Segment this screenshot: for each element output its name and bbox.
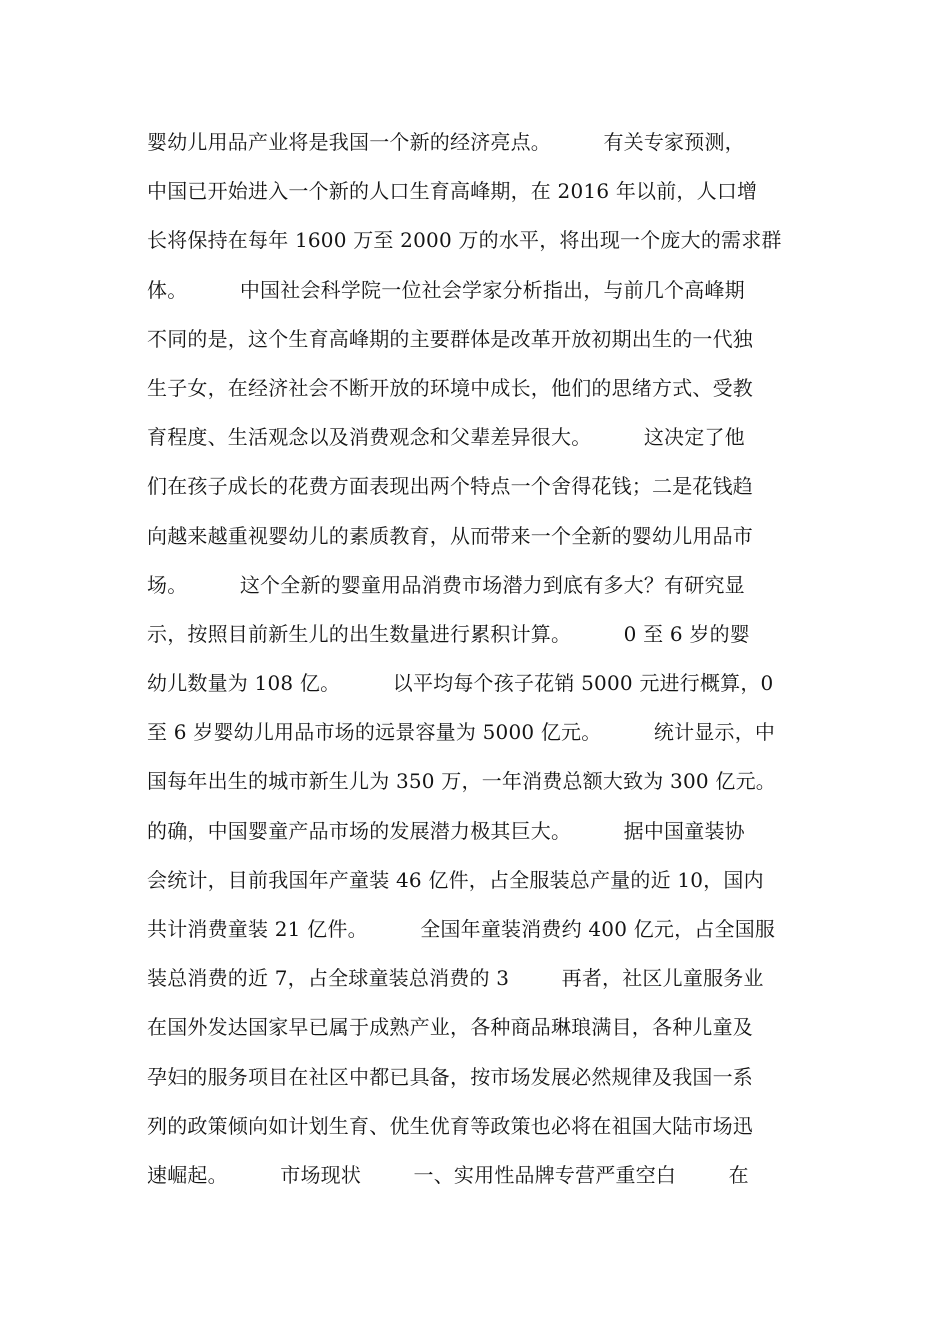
text-line: 中国已开始进入一个新的人口生育高峰期，在 2016 年以前，人口增 (147, 179, 758, 204)
text-line: 婴幼儿用品产业将是我国一个新的经济亮点。 有关专家预测， (147, 130, 745, 154)
text-line: 至 6 岁婴幼儿用品市场的远景容量为 5000 亿元。 统计显示，中 (147, 720, 776, 745)
text-line: 装总消费的近 7，占全球童装总消费的 3 再者，社区儿童服务业 (147, 966, 764, 991)
text-line: 长将保持在每年 1600 万至 2000 万的水平，将出现一个庞大的需求群 (147, 228, 782, 253)
text-line: 速崛起。 市场现状 一、实用性品牌专营严重空白 在 (147, 1162, 749, 1187)
text-line: 体。 中国社会科学院一位社会学家分析指出，与前几个高峰期 (147, 277, 745, 302)
text-line: 幼儿数量为 108 亿。 以平均每个孩子花销 5000 元进行概算，0 (147, 671, 774, 696)
text-line: 向越来越重视婴幼儿的素质教育，从而带来一个全新的婴幼儿用品市 (147, 523, 753, 548)
text-line: 示，按照目前新生儿的出生数量进行累积计算。 0 至 6 岁的婴 (147, 621, 750, 646)
text-line: 共计消费童装 21 亿件。 全国年童装消费约 400 亿元，占全国服 (147, 917, 776, 941)
text-line: 育程度、生活观念以及消费观念和父辈差异很大。 这决定了他 (147, 425, 745, 450)
text-line: 孕妇的服务项目在社区中都已具备，按市场发展必然规律及我国一系 (147, 1064, 753, 1089)
text-line: 国每年出生的城市新生儿为 350 万，一年消费总额大致为 300 亿元。 (147, 769, 776, 794)
text-line: 们在孩子成长的花费方面表现出两个特点一个舍得花钱；二是花钱趋 (147, 474, 753, 499)
text-line: 在国外发达国家早已属于成熟产业，各种商品琳琅满目，各种儿童及 (147, 1015, 753, 1040)
text-line: 的确，中国婴童产品市场的发展潜力极其巨大。 据中国童装协 (147, 818, 745, 843)
text-line: 会统计，目前我国年产童装 46 亿件，占全服装总产量的近 10，国内 (147, 867, 764, 892)
text-line: 生子女，在经济社会不断开放的环境中成长，他们的思绪方式、受教 (147, 375, 753, 400)
text-line: 场。 这个全新的婴童用品消费市场潜力到底有多大？有研究显 (147, 572, 745, 597)
text-line: 列的政策倾向如计划生育、优生优育等政策也必将在祖国大陆市场迅 (147, 1113, 753, 1138)
body-text (147, 118, 807, 1200)
text-line: 不同的是，这个生育高峰期的主要群体是改革开放初期出生的一代独 (147, 326, 753, 351)
